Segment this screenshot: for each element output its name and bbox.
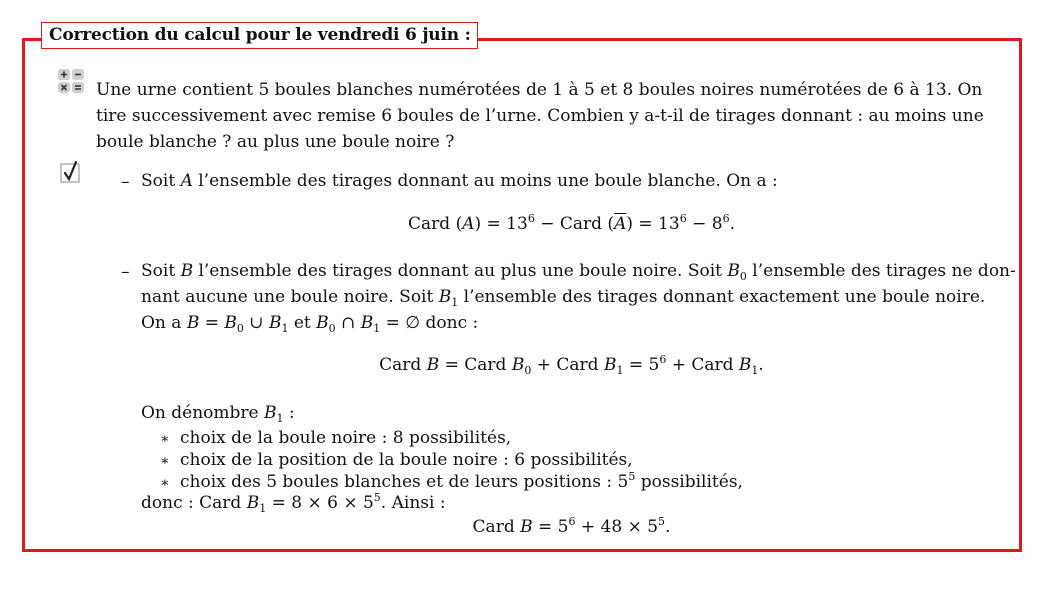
item-b-line-1: Soit B l’ensemble des tirages donnant au plus une boule noire. Soit $B_0$ l’ensemble des tirages ne don-	[141, 261, 1016, 283]
page-title: Correction du calcul pour le vendredi 6 juin :	[41, 22, 478, 49]
donc-line: donc : Card $B_1 = 8 \times 6 \times 5^5$. Ainsi :	[141, 491, 446, 515]
list-item: ∗ choix de la boule noire : 8 possibilités,	[160, 428, 512, 448]
formula-card-b: Card B = Card $B_0$ + Card $B_1 = 5^6$ + Card $B_1$.	[379, 353, 764, 377]
calculator-icon	[57, 68, 85, 96]
dash-bullet: –	[121, 262, 130, 282]
choices-list	[160, 428, 743, 494]
list-item: ∗ choix de la position de la boule noire : 6 possibilités,	[160, 450, 633, 470]
formula-final: Card $B = 5^6 + 48 \times 5^5$.	[472, 515, 671, 537]
formula-card-a: Card $(A) = 13^6$ − Card $(\overline{A}) = 13^6 - 8^6$.	[408, 212, 735, 234]
list-item: ∗ choix des 5 boules blanches et de leurs positions : $5^5$ possibilités,	[160, 470, 743, 492]
exercise-statement: Une urne contient 5 boules blanches numérotées de 1 à 5 et 8 boules noires numérotées de 6 à 13. On tire successivement avec remise 6 boules de l’urne. Combien y a-t-il de tirages donnant : au moins une boule blanche ? au plus une boule noire ?	[96, 80, 984, 152]
item-b-line-3: On a $B = B_0$ ∪ $B_1$ et $B_0$ ∩ $B_1$ = ∅ donc :	[141, 313, 479, 335]
denombre-line: On dénombre $B_1$ :	[141, 403, 295, 425]
dash-bullet: –	[121, 172, 130, 192]
checkbox-check-icon	[60, 160, 82, 184]
item-a-intro: Soit A l’ensemble des tirages donnant au moins une boule blanche. On a :	[141, 171, 778, 191]
item-b-line-2: nant aucune une boule noire. Soit $B_1$ l’ensemble des tirages donnant exactement une boule noire.	[141, 287, 986, 309]
